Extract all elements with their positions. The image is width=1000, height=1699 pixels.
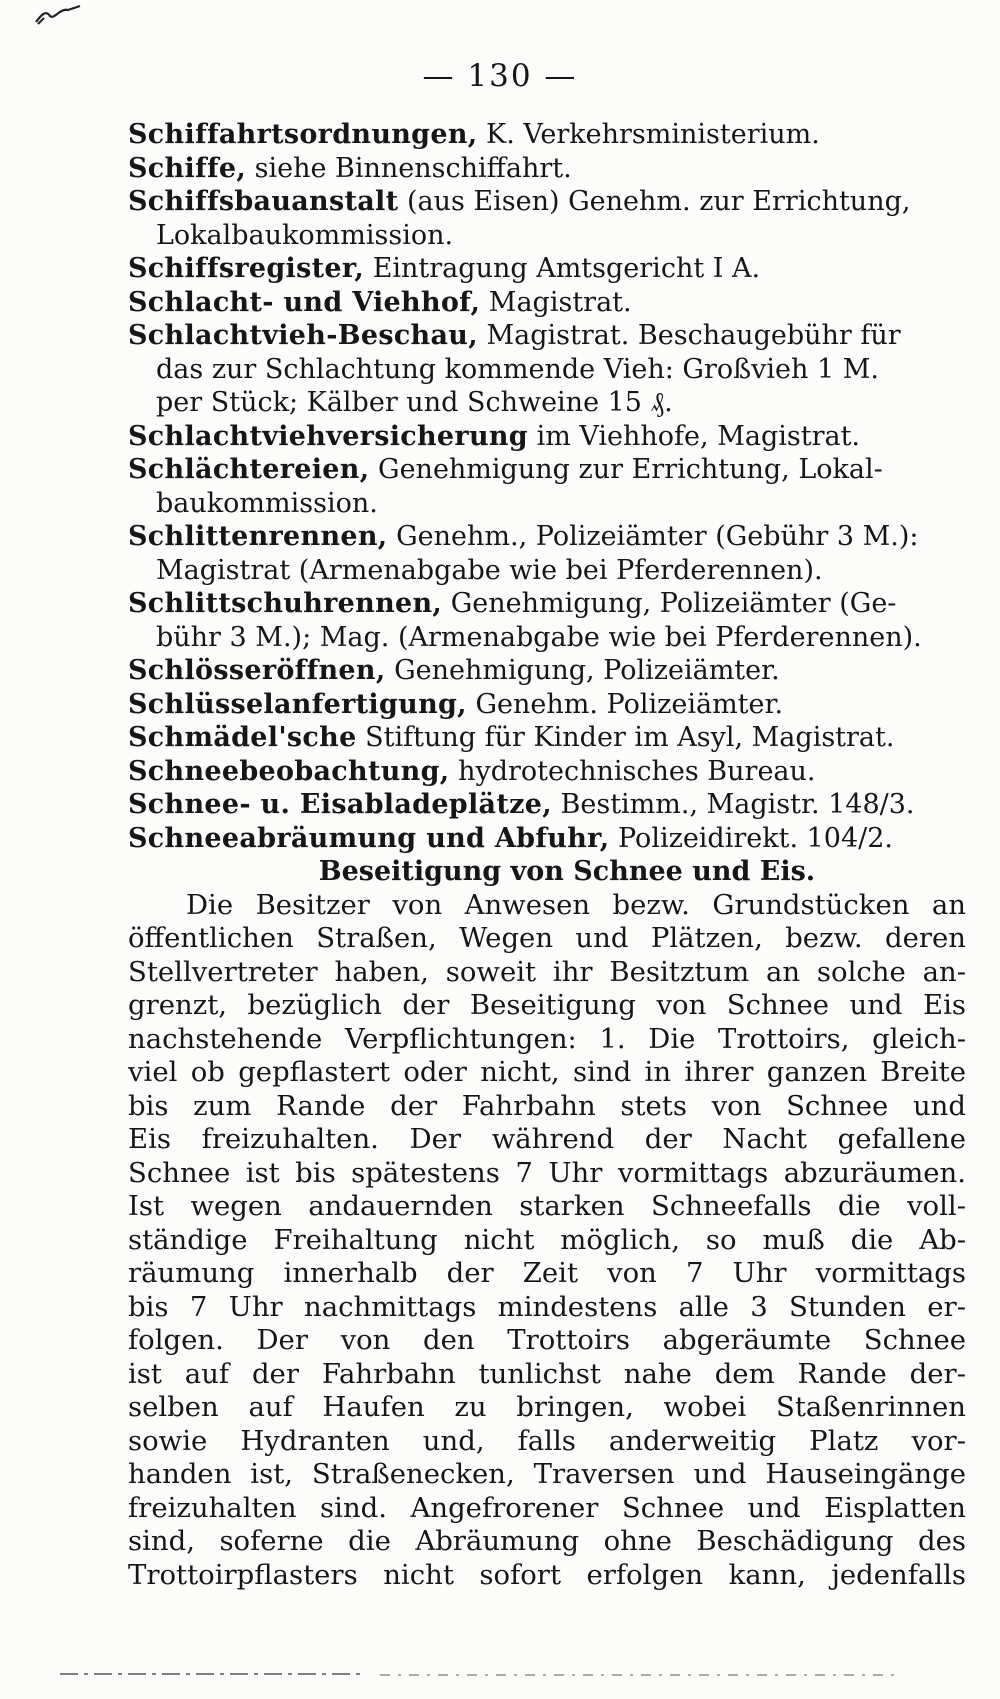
entry-term: Schlächtereien, [128, 454, 370, 485]
body-line: Ist wegen andauernden starken Schneefalls die voll- [128, 1190, 966, 1222]
entry-first-line [128, 420, 966, 454]
entry-continuation-line: Lokalbaukommission. [156, 219, 454, 251]
body-line: ständige Freihaltung nicht möglich, so muß die Ab- [128, 1223, 966, 1256]
entry-description: Bestimm., Magistr. 148/3. [551, 789, 915, 820]
entry-first-line [128, 252, 966, 286]
entry-continuation-line: per Stück; Kälber und Schweine 15 ₰. [156, 387, 673, 418]
index-entry [128, 587, 966, 654]
entry-first-line [128, 286, 966, 320]
entry-description: siehe Binnenschiffahrt. [246, 152, 572, 184]
entry-description: Stiftung für Kinder im Asyl, Magistrat. [356, 722, 895, 753]
entry-continuation-line: Magistrat (Armenabgabe wie bei Pferderennen). [156, 554, 823, 586]
entry-term: Schmädel'sche [128, 722, 357, 753]
entry-first-line [128, 721, 966, 755]
entry-description: im Viehhofe, Magistrat. [527, 420, 860, 452]
entry-first-line [128, 688, 966, 722]
section-heading: Beseitigung von Schnee und Eis. [318, 856, 816, 887]
entry-continuation-line: bühr 3 M.); Mag. (Armenabgabe wie bei Pferderennen). [156, 621, 922, 653]
index-entry [128, 118, 966, 152]
entry-term: Schlachtvieh-Beschau, [128, 320, 478, 351]
body-line: bis 7 Uhr nachmittags mindestens alle 3 Stunden er- [128, 1290, 966, 1323]
entry-description: Polizeidirekt. 104/2. [609, 822, 893, 854]
entry-term: Schlüsselanfertigung, [128, 688, 467, 720]
index-entry [128, 520, 966, 587]
body-line: Stellvertreter haben, soweit ihr Besitztum an solche an- [128, 955, 966, 988]
entry-term: Schlösseröffnen, [128, 655, 386, 686]
entry-first-line [128, 520, 966, 554]
entry-description: Genehmigung zur Errichtung, Lokal- [369, 454, 883, 485]
body-line: handen ist, Straßenecken, Traversen und Hauseingänge [128, 1458, 966, 1490]
entry-description: K. Verkehrsministerium. [477, 119, 820, 150]
entry-first-line [128, 453, 966, 487]
body-line: folgen. Der von den Trottoirs abgeräumte Schnee [128, 1324, 966, 1356]
entry-term: Schlittschuhrennen, [128, 588, 443, 619]
entry-description: (aus Eisen) Genehm. zur Errichtung, [398, 186, 911, 217]
entry-first-line [128, 654, 966, 688]
entry-description: Eintragung Amtsgericht I A. [364, 253, 761, 284]
index-entry [128, 654, 966, 688]
body-line: Eis freizuhalten. Der während der Nacht gefallene [128, 1123, 966, 1155]
entry-first-line [128, 788, 966, 822]
entry-term: Schnee- u. Eisabladeplätze, [128, 789, 552, 820]
body-line: viel ob gepflastert oder nicht, sind in ihrer ganzen Breite [128, 1056, 966, 1088]
entry-continuation-line: das zur Schlachtung kommende Vieh: Großvieh 1 M. [156, 353, 880, 385]
entry-description: Genehm., Polizeiämter (Gebühr 3 M.): [387, 521, 919, 552]
index-entry [128, 822, 966, 856]
body-line: öffentlichen Straßen, Wegen und Plätzen, bezw. deren [128, 922, 966, 954]
body-line: Die Besitzer von Anwesen bezw. Grundstücken an [186, 888, 966, 921]
body-line: Trottoirpflasters nicht sofort erfolgen kann, jedenfalls [128, 1558, 966, 1591]
body-line: grenzt, bezüglich der Beseitigung von Schnee und Eis [128, 989, 966, 1021]
entry-description: Magistrat. Beschaugebühr für [477, 320, 901, 351]
section-body [128, 889, 966, 1593]
body-line: sowie Hydranten und, falls anderweitig Platz vor- [128, 1424, 966, 1457]
page-number: — 130 — [422, 58, 578, 94]
index-entry [128, 420, 966, 454]
entry-first-line [128, 185, 966, 219]
index-entry [128, 185, 966, 252]
entry-description: Genehm. Polizeiämter. [466, 688, 784, 720]
entry-continuation-line: baukommission. [156, 487, 378, 519]
index-entry [128, 788, 966, 822]
body-line: nachstehende Verpflichtungen: 1. Die Trottoirs, gleich- [128, 1022, 966, 1055]
index-entry [128, 252, 966, 286]
index-entry [128, 319, 966, 420]
index-entry [128, 688, 966, 722]
body-line: Schnee ist bis spätestens 7 Uhr vormittags abzuräumen. [128, 1156, 966, 1189]
body-line: ist auf der Fahrbahn tunlichst nahe dem Rande der- [128, 1357, 966, 1390]
entry-term: Schiffahrtsordnungen, [128, 119, 478, 150]
index-entry [128, 721, 966, 755]
entry-term: Schneeabräumung und Abfuhr, [128, 822, 610, 854]
index-entry [128, 152, 966, 186]
index-entry [128, 286, 966, 320]
entry-first-line [128, 118, 966, 152]
entry-description: Genehmigung, Polizeiämter (Ge- [442, 588, 897, 619]
entry-term: Schiffsregister, [128, 253, 365, 284]
entry-first-line [128, 822, 966, 856]
body-line: freizuhalten sind. Angefrorener Schnee und Eisplatten [128, 1491, 966, 1524]
entry-first-line [128, 152, 966, 186]
entry-term: Schneebeobachtung, [128, 755, 450, 787]
entry-term: Schiffsbauanstalt [128, 186, 399, 217]
entry-description: Genehmigung, Polizeiämter. [385, 655, 780, 686]
bottom-rule [60, 1668, 900, 1682]
body-line: bis zum Rande der Fahrbahn stets von Schnee und [128, 1089, 966, 1122]
entry-description: hydrotechnisches Bureau. [449, 755, 816, 787]
body-line: sind, soferne die Abräumung ohne Beschädigung des [128, 1525, 966, 1557]
entry-description: Magistrat. [480, 286, 632, 318]
index-entry [128, 453, 966, 520]
entry-term: Schlacht- und Viehhof, [128, 286, 481, 318]
body-line: selben auf Haufen zu bringen, wobei Staßenrinnen [128, 1391, 966, 1423]
entry-first-line [128, 755, 966, 789]
entry-term: Schlittenrennen, [128, 521, 388, 552]
entry-first-line [128, 319, 966, 353]
index-entries [128, 118, 966, 1592]
body-line: räumung innerhalb der Zeit von 7 Uhr vormittags [128, 1257, 966, 1289]
entry-term: Schlachtviehversicherung [128, 420, 528, 452]
entry-term: Schiffe, [128, 152, 247, 184]
index-entry [128, 755, 966, 789]
pen-mark-icon [34, 4, 82, 26]
entry-first-line [128, 587, 966, 621]
